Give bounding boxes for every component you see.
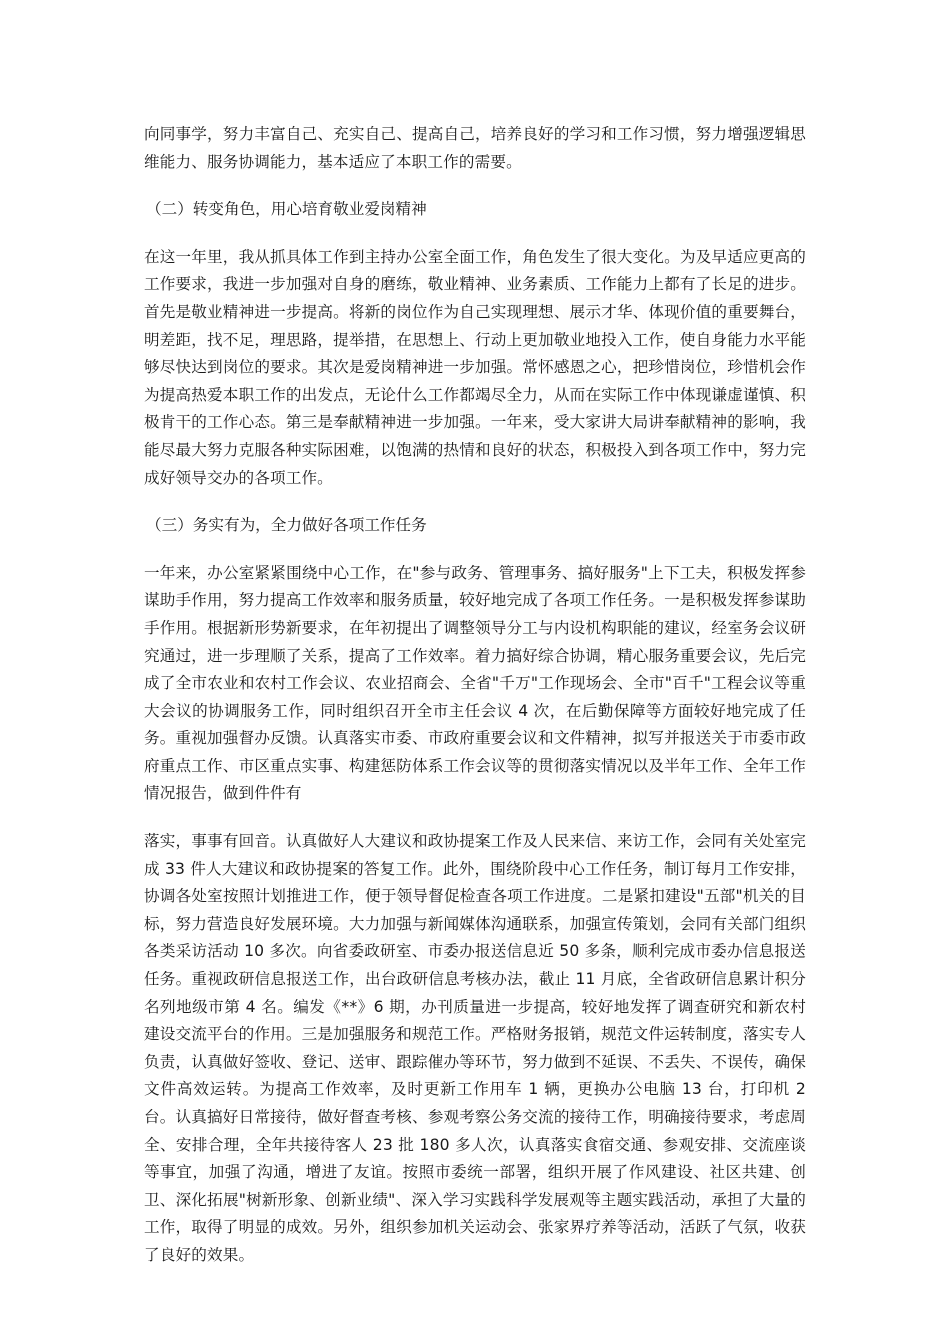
paragraph-2: 在这一年里，我从抓具体工作到主持办公室全面工作，角色发生了很大变化。为及早适应更高的工作要求，我进一步加强对自身的磨练，敬业精神、业务素质、工作能力上都有了长足的进步。首先是敬业精神进一步提高。将新的岗位作为自己实现理想、展示才华、体现价值的重要舞台，明差距，找不足，理思路，提举措，在思想上、行动上更加敬业地投入工作，使自身能力水平能够尽快达到岗位的要求。其次是爱岗精神进一步加强。常怀感恩之心，把珍惜岗位，珍惜机会作为提高热爱本职工作的出发点，无论什么工作都竭尽全力，从而在实际工作中体现谦虚谨慎、积极肯干的工作心态。第三是奉献精神进一步加强。一年来，受大家讲大局讲奉献精神的影响，我能尽最大努力克服各种实际困难，以饱满的热情和良好的状态，积极投入到各项工作中，努力完成好领导交办的各项工作。 <box>144 247 806 487</box>
section-heading-3: （三）务实有为，全力做好各项工作任务 <box>146 516 427 535</box>
paragraph-4: 落实，事事有回音。认真做好人大建议和政协提案工作及人民来信、来访工作，会同有关处室完成 33 件人大建议和政协提案的答复工作。此外，围绕阶段中心工作任务，制订每月工作安排，协调各处室按照计划推进工作，便于领导督促检查各项工作进度。二是紧扣建设"五部"机关的目标，努力营造良好发展环境。大力加强与新闻媒体沟通联系，加强宣传策划，会同有关部门组织各类采访活动 10 多次。向省委政研室、市委办报送信息近 50 多条，顺利完成市委办信息报送任务。重视政研信息报送工作，出台政研信息考核办法，截止 11 月底，全省政研信息累计积分名列地级市第 4 名。编发《**》6 期，办刊质量进一步提高，较好地发挥了调查研究和新农村建设交流平台的作用。三是加强服务和规范工作。严格财务报销，规范文件运转制度，落实专人负责，认真做好签收、登记、送审、跟踪催办等环节，努力做到不延误、不丢失、不误传，确保文件高效运转。为提高工作效率，及时更新工作用车 1 辆，更换办公电脑 13 台，打印机 2 台。认真搞好日常接待，做好督查考核、参观考察公务交流的接待工作，明确接待要求，考虑周全、安排合理，全年共接待客人 23 批 180 多人次，认真落实食宿交通、参观安排、交流座谈等事宜，加强了沟通，增进了友谊。按照市委统一部署，组织开展了作风建设、社区共建、创卫、深化拓展"树新形象、创新业绩"、深入学习实践科学发展观等主题实践活动，承担了大量的工作，取得了明显的成效。另外，组织参加机关运动会、张家界疗养等活动，活跃了气氛，收获了良好的效果。 <box>144 832 806 1264</box>
paragraph-3: 一年来，办公室紧紧围绕中心工作，在"参与政务、管理事务、搞好服务"上下工夫，积极发挥参谋助手作用，努力提高工作效率和服务质量，较好地完成了各项工作任务。一是积极发挥参谋助手作用。根据新形势新要求，在年初提出了调整领导分工与内设机构职能的建议，经室务会议研究通过，进一步理顺了关系，提高了工作效率。着力搞好综合协调，精心服务重要会议，先后完成了全市农业和农村工作会议、农业招商会、全省"千万"工作现场会、全市"百千"工程会议等重大会议的协调服务工作，同时组织召开全市主任会议 4 次，在后勤保障等方面较好地完成了任务。重视加强督办反馈。认真落实市委、市政府重要会议和文件精神，拟写并报送关于市委市政府重点工作、市区重点实事、构建惩防体系工作会议等的贯彻落实情况以及半年工作、全年工作情况报告，做到件件有 <box>144 563 806 803</box>
section-heading-2: （二）转变角色，用心培育敬业爱岗精神 <box>146 200 427 219</box>
document-body <box>144 121 806 1270</box>
paragraph-1: 向同事学，努力丰富自己、充实自己、提高自己，培养良好的学习和工作习惯，努力增强逻辑思维能力、服务协调能力，基本适应了本职工作的需要。 <box>144 125 806 171</box>
